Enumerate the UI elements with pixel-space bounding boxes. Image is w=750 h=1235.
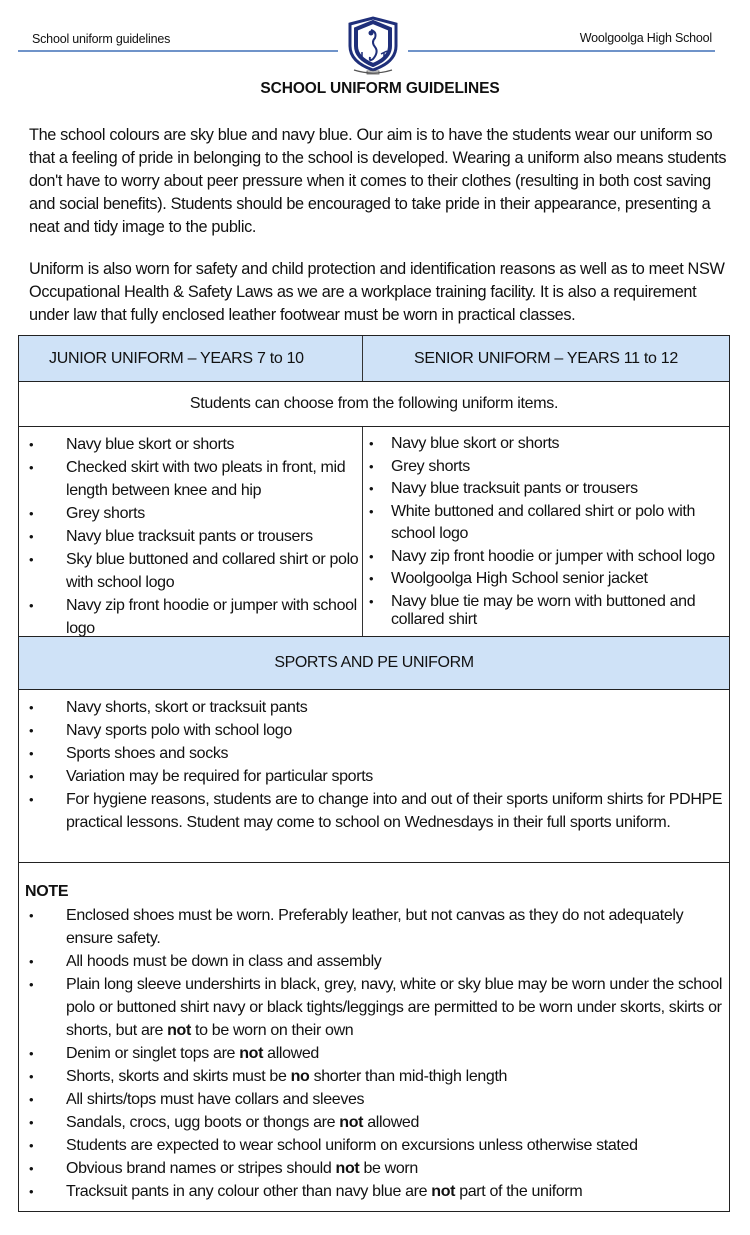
- list-item-text: Grey shorts: [66, 505, 145, 522]
- bullet-icon: •: [29, 1046, 34, 1061]
- note-item-emphasis: no: [290, 1068, 310, 1085]
- bullet-icon: •: [369, 436, 374, 451]
- list-item: [19, 433, 362, 456]
- list-item-text: For hygiene reasons, students are to change into and out of their sports uniform shirts for PDHPE practical lessons. Student may come to school on Wednesdays in their full sports uniform.: [66, 791, 723, 831]
- note-item-emphasis: not: [335, 1160, 360, 1177]
- note-item: [19, 1111, 729, 1134]
- list-item-text: Sky blue buttoned and collared shirt or polo with school logo: [66, 551, 359, 591]
- senior-uniform-header: SENIOR UNIFORM – YEARS 11 to 12: [414, 349, 678, 367]
- note-item: [19, 904, 729, 950]
- note-item: [19, 973, 729, 1042]
- note-title: NOTE: [25, 883, 69, 900]
- note-item-text: Students are expected to wear school uniform on excursions unless otherwise stated: [66, 1137, 638, 1154]
- note-item-emphasis: not: [167, 1022, 191, 1039]
- list-item-text: Variation may be required for particular sports: [66, 768, 373, 785]
- list-item-text: Navy sports polo with school logo: [66, 722, 292, 739]
- note-item-text-end: allowed: [363, 1114, 420, 1131]
- list-item: [363, 546, 729, 569]
- senior-items-list: [363, 433, 729, 629]
- bullet-icon: •: [29, 1115, 34, 1130]
- intro-paragraph-2: Uniform is also worn for safety and child protection and identification reasons as well as to meet NSW Occupational Health & Safety Laws as we are a workplace training facility. It is also a requirement under law that fully enclosed leather footwear must be worn in practical classes.: [29, 260, 725, 324]
- bullet-icon: •: [369, 481, 374, 496]
- list-item: [19, 594, 362, 640]
- sports-items-list: [19, 696, 729, 834]
- bullet-icon: •: [29, 908, 34, 923]
- list-item: [363, 456, 729, 479]
- note-item: [19, 1134, 729, 1157]
- note-item: [19, 1180, 729, 1203]
- bullet-icon: •: [29, 769, 34, 784]
- junior-items-list: [19, 433, 362, 640]
- bullet-icon: •: [369, 548, 374, 564]
- note-item: [19, 1065, 729, 1088]
- list-item: [19, 525, 362, 548]
- bullet-icon: •: [29, 746, 34, 761]
- list-item-text: White buttoned and collared shirt or polo with school logo: [391, 502, 696, 542]
- bullet-icon: •: [29, 700, 34, 715]
- list-item: [19, 765, 729, 788]
- note-item-emphasis: not: [239, 1045, 264, 1062]
- list-item: [19, 548, 362, 594]
- list-item: [363, 478, 729, 501]
- bullet-icon: •: [29, 977, 34, 992]
- list-item: [363, 433, 729, 456]
- bullet-icon: •: [29, 1092, 34, 1107]
- bullet-icon: •: [29, 506, 34, 521]
- list-item-text: Navy blue skort or shorts: [391, 435, 560, 452]
- bullet-icon: •: [29, 1069, 34, 1084]
- list-item: [363, 568, 729, 591]
- bullet-icon: •: [29, 723, 34, 738]
- intro-paragraph-1: The school colours are sky blue and navy blue. Our aim is to have the students wear our uniform so that a feeling of pride in belonging to the school is developed. Wearing a uniform also means students don't have to worry about peer pressure when it comes to their clothes (resulting in both cost saving and social benefits). Students should be encouraged to take pride in their appearance, presenting a neat and tidy image to the public.: [29, 126, 727, 236]
- list-item: [19, 788, 729, 834]
- sports-uniform-body: [19, 689, 729, 862]
- list-item: [19, 456, 362, 502]
- note-item-text: All hoods must be down in class and assembly: [66, 953, 382, 970]
- note-item-text: Obvious brand names or stripes should: [66, 1160, 336, 1177]
- bullet-icon: •: [29, 552, 34, 567]
- note-item-text-end: part of the uniform: [455, 1183, 583, 1200]
- list-item-text: Sports shoes and socks: [66, 745, 229, 762]
- note-item: [19, 1088, 729, 1111]
- list-item-text: Navy zip front hoodie or jumper with school logo: [66, 597, 357, 637]
- list-item-text: Navy blue tie may be worn with buttoned and collared shirt: [391, 592, 696, 628]
- note-item-text: Denim or singlet tops are: [66, 1045, 240, 1062]
- bullet-icon: •: [369, 458, 374, 474]
- list-item-text: Navy zip front hoodie or jumper with school logo: [391, 547, 715, 565]
- note-item-text: Enclosed shoes must be worn. Preferably leather, but not canvas as they do not adequately ensure safety.: [66, 907, 684, 947]
- bullet-icon: •: [29, 1161, 34, 1176]
- note-item-text: Tracksuit pants in any colour other than navy blue are: [66, 1183, 432, 1200]
- note-item: [19, 1157, 729, 1180]
- uniform-items-row: [19, 426, 729, 636]
- list-item-text: Navy blue skort or shorts: [66, 436, 235, 453]
- sports-uniform-header: SPORTS AND PE UNIFORM: [19, 636, 729, 689]
- header-document-title: School uniform guidelines: [32, 32, 171, 46]
- bullet-icon: •: [29, 598, 34, 613]
- junior-items-column: [19, 427, 363, 636]
- note-item-text: Plain long sleeve undershirts in black, grey, navy, white or sky blue may be worn under the school polo or buttoned shirt navy or black tights/leggings are permitted to be worn under skorts, skirts or shorts, but are: [66, 976, 723, 1039]
- uniform-header-row: [19, 336, 729, 381]
- note-items-list: [19, 904, 729, 1203]
- note-item-text-end: to be worn on their own: [190, 1022, 354, 1039]
- list-item-text: Checked skirt with two pleats in front, mid length between knee and hip: [66, 459, 346, 499]
- list-item: [19, 696, 729, 719]
- list-item: [363, 593, 729, 629]
- note-item-text: All shirts/tops must have collars and sleeves: [66, 1091, 365, 1108]
- list-item: [363, 501, 729, 546]
- senior-items-column: [363, 427, 729, 636]
- bullet-icon: •: [369, 593, 374, 609]
- list-item-text: Navy blue tracksuit pants or trousers: [66, 528, 313, 545]
- bullet-icon: •: [369, 503, 374, 519]
- note-item: [19, 1042, 729, 1065]
- list-item-text: Grey shorts: [391, 457, 470, 475]
- note-item-text-end: be worn: [359, 1160, 418, 1177]
- list-item-text: Woolgoolga High School senior jacket: [391, 570, 648, 587]
- school-crest-icon: [340, 16, 406, 76]
- bullet-icon: •: [29, 792, 34, 807]
- bullet-icon: •: [369, 571, 374, 586]
- list-item-text: Navy shorts, skort or tracksuit pants: [66, 699, 308, 716]
- bullet-icon: •: [29, 954, 34, 969]
- note-item-text-end: shorter than mid-thigh length: [309, 1068, 508, 1085]
- header-rule-right: [408, 50, 715, 52]
- header-rule-left: [18, 50, 338, 52]
- bullet-icon: •: [29, 1184, 34, 1199]
- uniform-table: [18, 335, 730, 1212]
- note-item-text: Shorts, skorts and skirts must be: [66, 1068, 291, 1085]
- page-title: SCHOOL UNIFORM GUIDELINES: [260, 80, 500, 97]
- note-section: [19, 862, 729, 1211]
- header-school-name: Woolgoolga High School: [579, 31, 712, 45]
- list-item: [19, 742, 729, 765]
- note-item-text: Sandals, crocs, ugg boots or thongs are: [66, 1114, 340, 1131]
- list-item: [19, 502, 362, 525]
- note-item-text-end: allowed: [263, 1045, 319, 1062]
- note-item: [19, 950, 729, 973]
- list-item: [19, 719, 729, 742]
- choose-items-row: Students can choose from the following uniform items.: [19, 381, 729, 426]
- note-item-emphasis: not: [431, 1183, 456, 1200]
- list-item-text: Navy blue tracksuit pants or trousers: [391, 480, 638, 497]
- bullet-icon: •: [29, 460, 34, 475]
- bullet-icon: •: [29, 529, 34, 544]
- junior-uniform-header: JUNIOR UNIFORM – YEARS 7 to 10: [19, 336, 363, 381]
- note-item-emphasis: not: [339, 1114, 364, 1131]
- bullet-icon: •: [29, 437, 34, 452]
- bullet-icon: •: [29, 1138, 34, 1153]
